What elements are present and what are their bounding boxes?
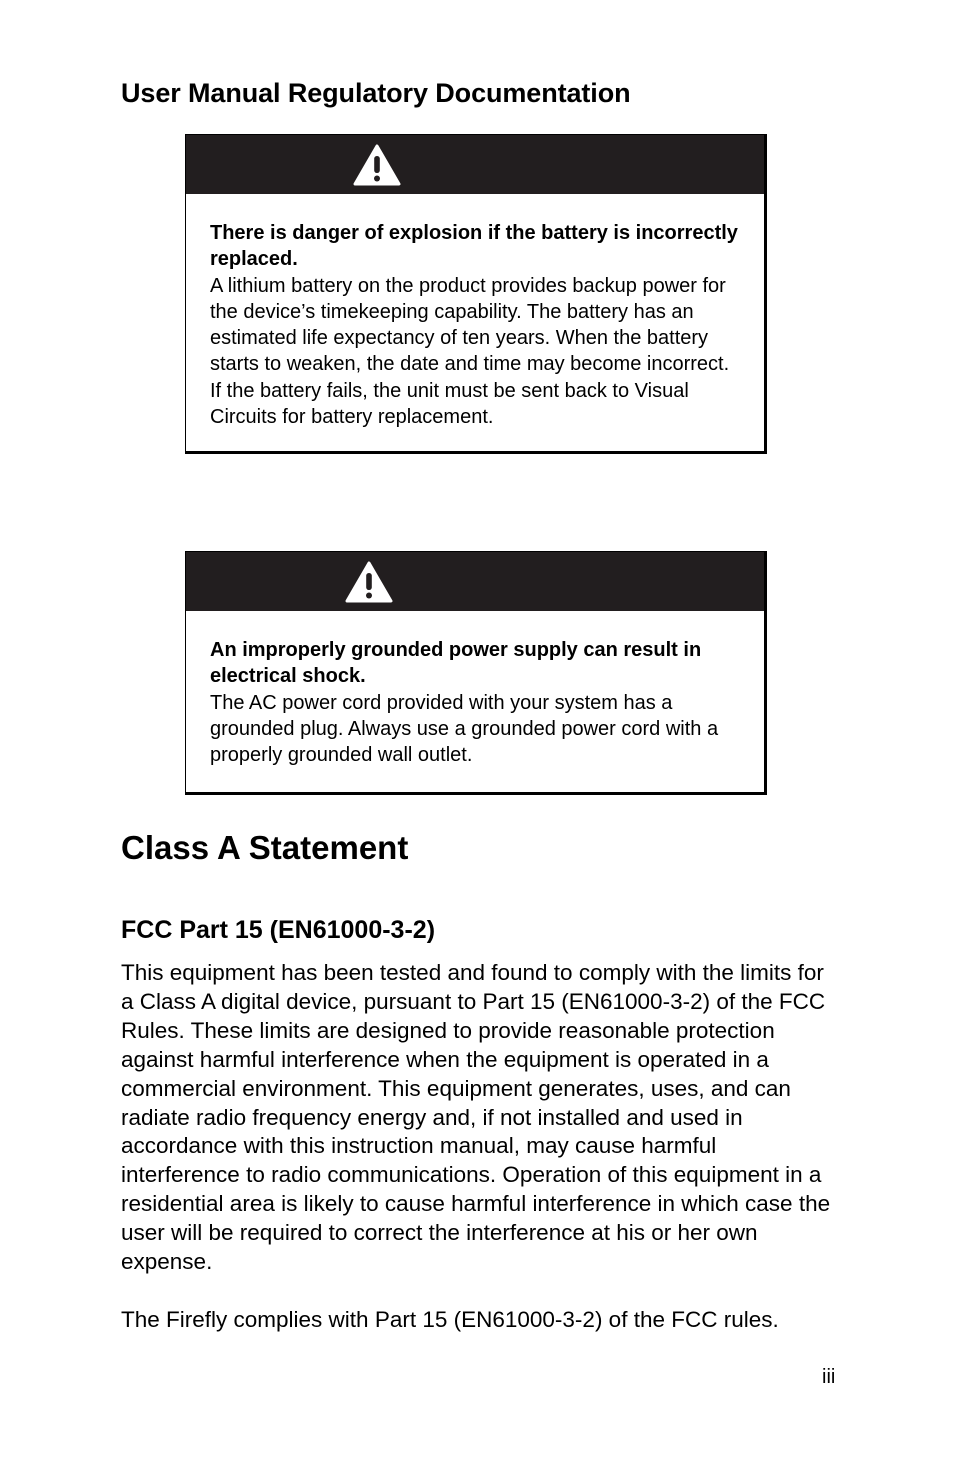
warning-triangle-icon (345, 561, 393, 603)
warning-text: A lithium battery on the product provides backup power for the device’s timekeeping capability. The battery has an estimated life expectancy of ten years. When the battery starts to weaken, the date and time may become incorrect. If the battery fails, the unit must be sent back to Visual Circuits for battery replacement. (210, 274, 730, 429)
subsection-title: FCC Part 15 (EN61000-3-2) (121, 916, 436, 944)
battery-warning-box (185, 134, 767, 454)
body-paragraph: The Firefly complies with Part 15 (EN61000-3-2) of the FCC rules. (121, 1307, 779, 1332)
warning-body (186, 611, 764, 768)
warning-text: The AC power cord provided with your system has a grounded plug. Always use a grounded power cord with a properly grounded wall outlet. (210, 691, 719, 767)
warning-header-bar (186, 135, 764, 194)
warning-header-bar (186, 552, 764, 611)
section-title: Class A Statement (121, 829, 409, 866)
grounding-warning-box (185, 551, 767, 795)
page-header: User Manual Regulatory Documentation (121, 78, 631, 108)
warning-title: An improperly grounded power supply can result in electrical shock. (210, 639, 702, 688)
warning-triangle-icon (353, 144, 401, 186)
page-number: iii (822, 1366, 836, 1388)
warning-body (186, 194, 764, 430)
warning-title: There is danger of explosion if the battery is incorrectly replaced. (210, 222, 738, 271)
body-paragraph: This equipment has been tested and found to comply with the limits for a Class A digital device, pursuant to Part 15 (EN61000-3-2) of the FCC Rules. These limits are designed to provide reasonable protection against harmful interference when the equipment is operated in a commercial environment. This equipment generates, uses, and can radiate radio frequency energy and, if not installed and used in accordance with this instruction manual, may cause harmful interference to radio communications. Operation of this equipment in a residential area is likely to cause harmful interference in which case the user will be required to correct the interference at his or her own expense. (121, 960, 831, 1275)
